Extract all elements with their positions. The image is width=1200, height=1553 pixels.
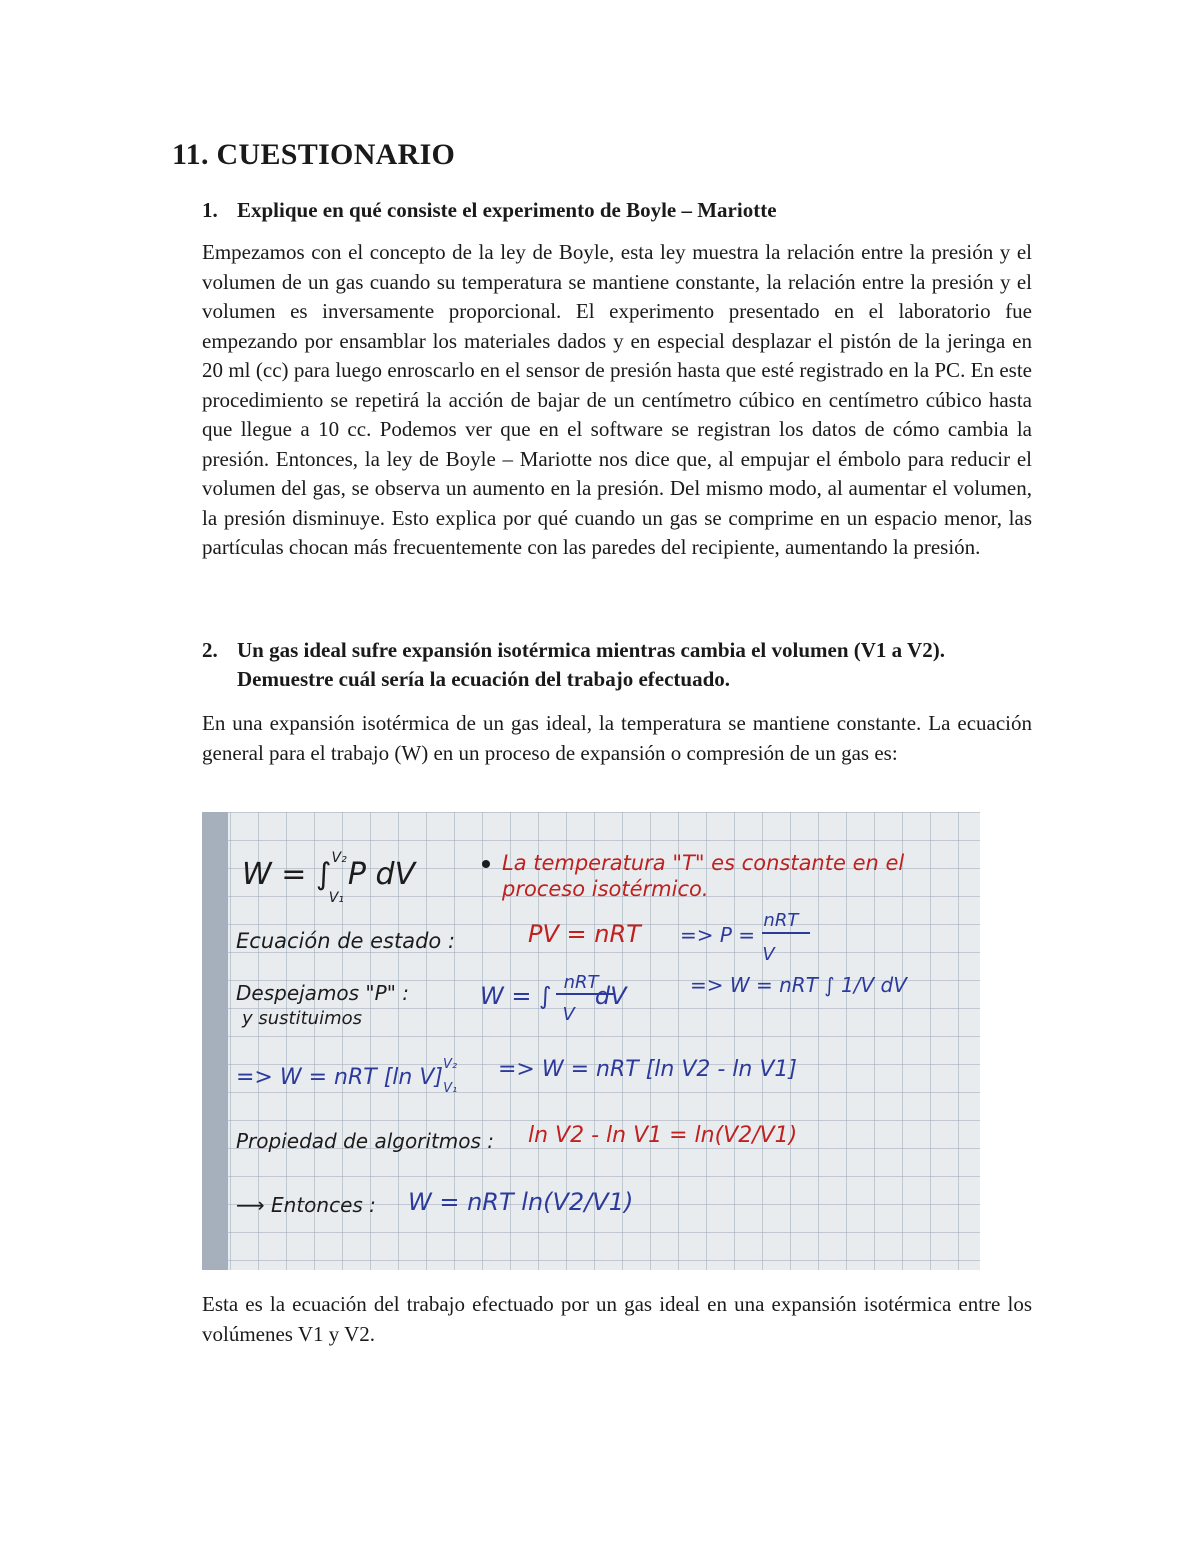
log-property: ln V2 - ln V1 = ln(V2/V1) [528, 1123, 798, 1148]
bullet-icon [482, 860, 490, 868]
work-substituted: W = ∫ $^{nRT}$ VdV [480, 972, 627, 1025]
question-1-answer: Empezamos con el concepto de la ley de Boyle, esta ley muestra la relación entre la presión y el volumen de un gas cuando su temperatura se mantiene constante, la relación entre la presión y el volumen es inversamente proporcional. El experimento presentado en el laboratorio fue empezando por ensamblar los materiales dados y en especial desplazar el pistón de la jeringa en 20 ml (cc) para luego enroscarlo en el sensor de presión hasta que esté registrado en la PC. En este procedimiento se repetirá la acción de bajar de un centímetro cúbico en centímetro cúbico hasta que llegue a 10 cc. Podemos ver que en el software se registran los datos de cómo cambia la presión. Entonces, la ley de Boyle – Mariotte nos dice que, al empujar el émbolo para reducir el volumen del gas, se observa un aumento en la presión. Del mismo modo, al aumentar el volumen, la presión disminuye. Esto explica por qué cuando un gas se comprime en un espacio menor, las partículas chocan más frecuentemente con las paredes del recipiente, aumentando la presión. [202, 240, 1032, 559]
question-2-intro: En una expansión isotérmica de un gas ideal, la temperatura se mantiene constante. La ecuación general para el trabajo (W) en un proceso de expansión o compresión de un gas es: [202, 711, 1032, 765]
substitute-label-1: Despejamos "P" : [236, 981, 409, 1005]
ideal-gas-law: PV = nRT [528, 920, 641, 948]
final-label: ⟶ Entonces : [236, 1193, 376, 1217]
integral-form: => W = nRT ∫ 1/V dV [690, 973, 907, 997]
log-property-label: Propiedad de algoritmos : [236, 1129, 495, 1153]
question-number: 2. [202, 638, 218, 662]
question-2-conclusion: Esta es la ecuación del trabajo efectuado por un gas ideal en una expansión isotérmica entre los volúmenes V1 y V2. [202, 1292, 1032, 1346]
work-integral-definition: W = ∫$^{V_2}$ V₁P dV [242, 850, 416, 906]
notebook-page-drawing [202, 812, 980, 1270]
equation-of-state-label: Ecuación de estado : [236, 929, 456, 953]
page-margin-shadow [202, 812, 228, 1270]
substitute-label-2: y sustituimos [242, 1008, 362, 1029]
question-number: 1. [202, 198, 218, 222]
question-title: Un gas ideal sufre expansión isotérmica mientras cambia el volumen (V1 a V2). Demuestre cuál sería la ecuación del trabajo efectuado. [237, 638, 945, 691]
result-step: => W = nRT [ln V2 - ln V1] [498, 1057, 797, 1082]
isothermal-note: La temperatura "T" es constante en el proceso isotérmico. [502, 851, 905, 901]
handwritten-derivation-photo [202, 812, 980, 1270]
final-work-equation: W = nRT ln(V2/V1) [408, 1188, 634, 1216]
integrated-result: => W = nRT [ln V]$^{V_2}$ V₁ [236, 1057, 458, 1096]
question-title: Explique en qué consiste el experimento de Boyle – Mariotte [237, 198, 777, 222]
solve-for-p: => P = nRT V [680, 910, 799, 965]
section-title: 11. CUESTIONARIO [172, 138, 456, 171]
